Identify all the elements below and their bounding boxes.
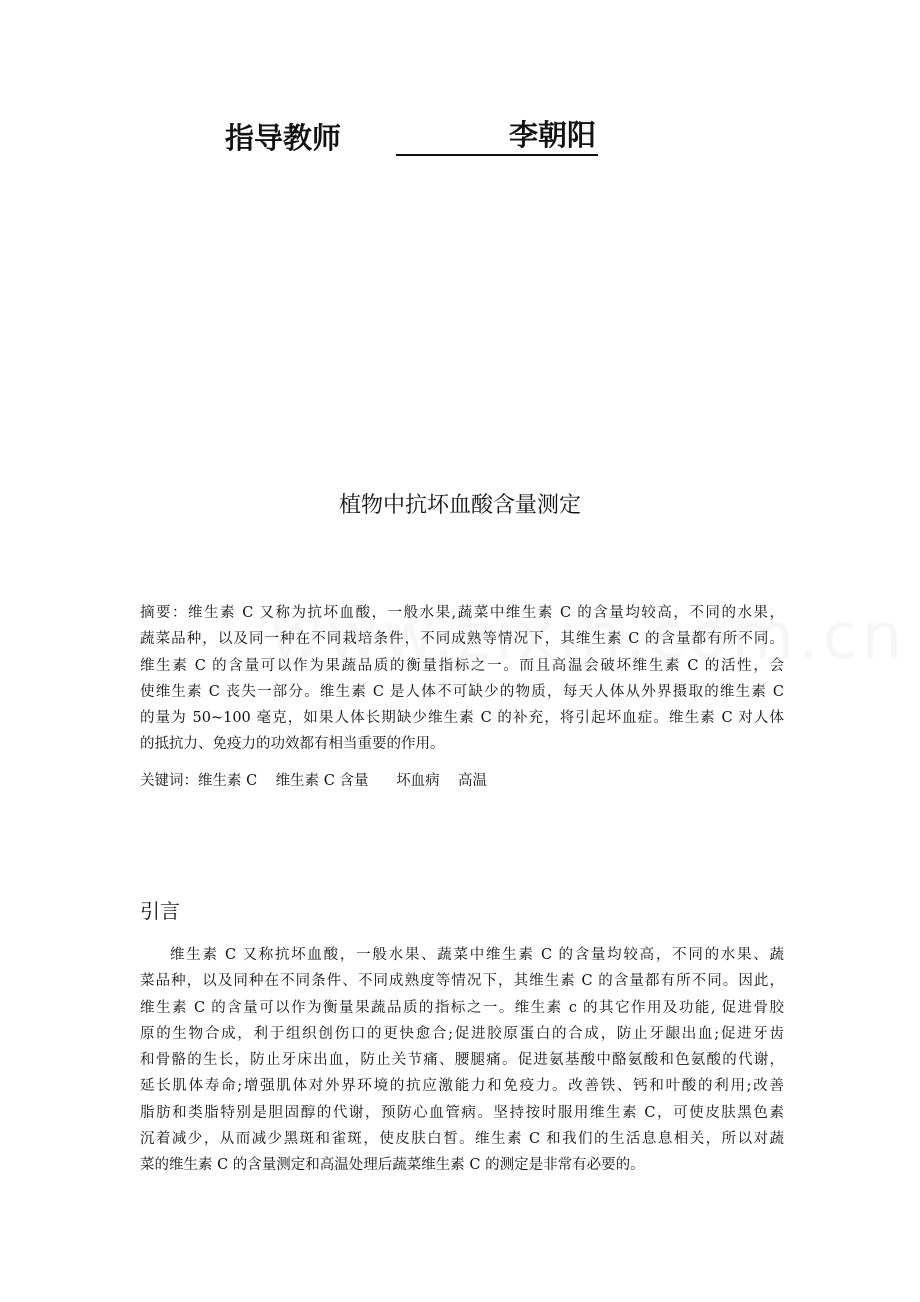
section-heading-intro: 引言 [140, 899, 180, 923]
abstract-line: 维生素 C 的含量可以作为果蔬品质的衡量指标之一。而且高温会破坏维生素 C 的活性，会 [140, 657, 784, 674]
abstract-line: 的量为 50~100 毫克，如果人体长期缺少维生素 C 的补充，将引起坏血症。维生素 C 对人体 [140, 710, 784, 727]
intro-line: 菜品种，以及同种在不同条件、不同成熟度等情况下，其维生素 C 的含量都有所不同。因此， [140, 973, 784, 990]
intro-line: 维生素 C 的含量可以作为衡量果蔬品质的指标之一。维生素 c 的其它作用及功能, 促进骨胶 [140, 999, 784, 1016]
abstract-line: 蔬菜品种，以及同一种在不同栽培条件，不同成熟等情况下，其维生素 C 的含量都有所不同。 [140, 631, 784, 648]
intro-line: 原的生物合成，利于组织创伤口的更快愈合;促进胶原蛋白的合成，防止牙龈出血;促进牙齿 [140, 1025, 784, 1042]
advisor-name: 李朝阳 [396, 116, 598, 156]
intro-line: 脂肪和类脂特别是胆固醇的代谢，预防心血管病。坚持按时服用维生素 C，可使皮肤黑色素 [140, 1104, 784, 1121]
abstract-line: 的抵抗力、免疫力的功效都有相当重要的作用。 [140, 736, 445, 753]
abstract-line: 摘要：维生素 C 又称为抗坏血酸，一般水果,蔬菜中维生素 C 的含量均较高，不同的水果， [140, 605, 784, 621]
document-title: 植物中抗坏血酸含量测定 [338, 493, 581, 518]
intro-line: 菜的维生素 C 的含量测定和高温处理后蔬菜维生素 C 的测定是非常有必要的。 [140, 1157, 645, 1174]
intro-line: 维生素 C 又称抗坏血酸，一般水果、蔬菜中维生素 C 的含量均较高，不同的水果、蔬 [170, 947, 784, 963]
intro-line: 沉着减少，从而减少黑斑和雀斑，使皮肤白皙。维生素 C 和我们的生活息息相关，所以对蔬 [140, 1131, 784, 1148]
intro-line: 和骨骼的生长，防止牙床出血，防止关节痛、腰腿痛。促进氨基酸中酪氨酸和色氨酸的代谢， [140, 1052, 784, 1069]
advisor-label: 指导教师 [225, 121, 342, 155]
intro-paragraph [140, 942, 784, 1179]
abstract-line: 使维生素 C 丧失一部分。维生素 C 是人体不可缺少的物质，每天人体从外界摄取的维生素 C [140, 683, 784, 700]
intro-line: 延长肌体寿命;增强肌体对外界环境的抗应激能力和免疫力。改善铁、钙和叶酸的利用;改善 [140, 1078, 784, 1095]
keywords: 关键词：维生素 C 维生素 C 含量 坏血病 高温 [140, 773, 488, 789]
abstract [140, 600, 784, 758]
